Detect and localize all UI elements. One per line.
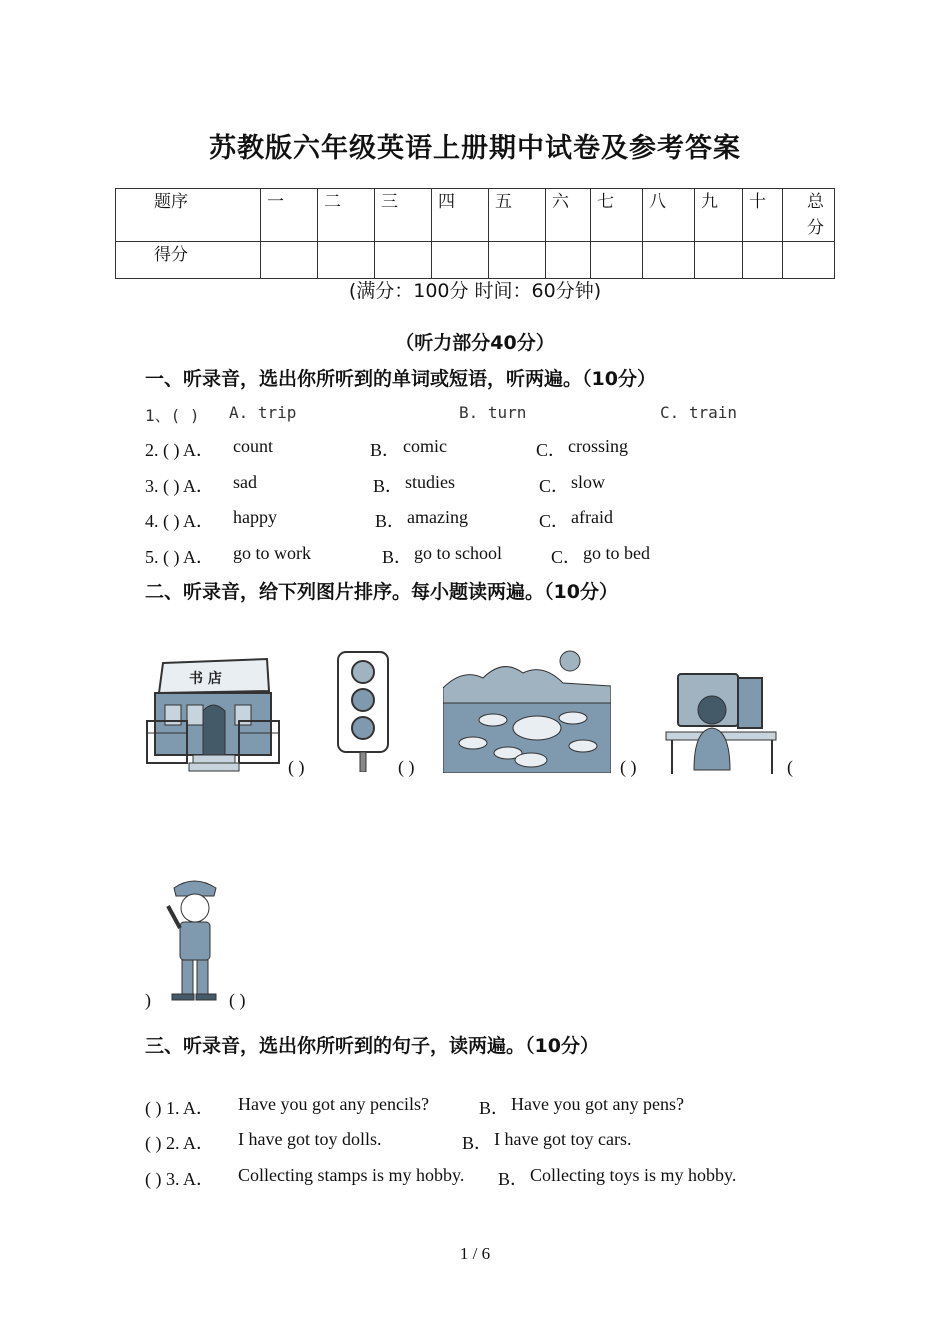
answer-blank[interactable]: ( ) xyxy=(229,990,246,1010)
option-b-prefix: B． xyxy=(370,440,401,460)
q1-option-c: C. train xyxy=(660,403,738,422)
score-input-cell[interactable] xyxy=(695,242,743,279)
score-table-cell: 三 xyxy=(375,189,432,242)
option-b-prefix: B． xyxy=(373,476,404,496)
option-b-prefix: B． xyxy=(498,1169,529,1189)
question-number: 2. ( ) A． xyxy=(145,440,214,460)
bookstore-sign-text: 书 店 xyxy=(189,671,222,687)
option-a: go to work xyxy=(233,543,311,563)
question-number: ( ) 2. A． xyxy=(145,1133,214,1153)
score-input-cell[interactable] xyxy=(546,242,591,279)
police-officer-picture xyxy=(162,874,226,1004)
score-input-cell[interactable] xyxy=(489,242,546,279)
option-a: count xyxy=(233,436,273,456)
score-table-cell: 七 xyxy=(591,189,643,242)
score-table-cell: 总分 xyxy=(783,189,835,242)
option-c: slow xyxy=(571,472,606,492)
score-table-cell: 六 xyxy=(546,189,591,242)
question-number: ( ) 3. A． xyxy=(145,1169,214,1189)
option-a: Collecting stamps is my hobby. xyxy=(238,1165,465,1185)
answer-blank-open[interactable]: ( xyxy=(787,757,793,777)
score-table-cell: 十 xyxy=(743,189,783,242)
score-table xyxy=(115,188,835,279)
option-b: amazing xyxy=(407,507,468,527)
page-number: 1 / 6 xyxy=(459,1244,491,1263)
option-b: studies xyxy=(405,472,456,492)
listening-part-label: （听力部分40分） xyxy=(395,332,555,354)
score-table-cell: 二 xyxy=(318,189,375,242)
option-c-prefix: C． xyxy=(539,476,570,496)
option-a: Have you got any pencils? xyxy=(238,1094,429,1114)
score-input-cell[interactable] xyxy=(375,242,432,279)
section3-heading: 三、听录音，选出你所听到的句子，读两遍。（10分） xyxy=(145,1035,599,1057)
score-input-cell[interactable] xyxy=(783,242,835,279)
option-a: happy xyxy=(233,507,277,527)
option-b-prefix: B． xyxy=(375,511,406,531)
bookstore-picture xyxy=(145,655,281,773)
option-c: afraid xyxy=(571,507,613,527)
option-c-prefix: C． xyxy=(539,511,570,531)
answer-blank[interactable]: ( ) xyxy=(288,757,305,777)
option-c-prefix: C． xyxy=(551,547,582,567)
q1-option-a: A. trip xyxy=(229,403,297,422)
option-b: I have got toy cars. xyxy=(494,1129,632,1149)
q1-option-b: B. turn xyxy=(459,403,527,422)
question-number: 4. ( ) A． xyxy=(145,511,214,531)
score-table-cell: 题序 xyxy=(116,189,261,242)
score-table-score-row xyxy=(116,242,835,279)
option-c: go to bed xyxy=(583,543,650,563)
score-input-cell[interactable] xyxy=(591,242,643,279)
answer-blank-close[interactable]: ) xyxy=(145,990,151,1010)
computer-picture xyxy=(664,670,780,774)
option-b-prefix: B． xyxy=(462,1133,493,1153)
question-number: 3. ( ) A． xyxy=(145,476,214,496)
option-a: sad xyxy=(233,472,257,492)
score-table-cell: 八 xyxy=(643,189,695,242)
option-b: comic xyxy=(403,436,447,456)
food-festival-picture xyxy=(443,648,611,773)
option-b: Collecting toys is my hobby. xyxy=(530,1165,737,1185)
score-table-cell: 得分 xyxy=(116,242,261,279)
page-title: 苏教版六年级英语上册期中试卷及参考答案 xyxy=(209,133,741,164)
option-b-prefix: B． xyxy=(479,1098,510,1118)
section1-heading: 一、听录音，选出你所听到的单词或短语，听两遍。（10分） xyxy=(145,368,656,390)
option-c-prefix: C． xyxy=(536,440,567,460)
option-c: crossing xyxy=(568,436,628,456)
answer-blank[interactable]: ( ) xyxy=(620,757,637,777)
section2-heading: 二、听录音，给下列图片排序。每小题读两遍。（10分） xyxy=(145,581,618,603)
question-number: ( ) 1. A． xyxy=(145,1098,214,1118)
traffic-light-picture xyxy=(334,650,392,772)
score-table-cell: 一 xyxy=(261,189,318,242)
option-b: Have you got any pens? xyxy=(511,1094,684,1114)
score-table-header-row xyxy=(116,189,835,242)
option-b-prefix: B． xyxy=(382,547,413,567)
option-b: go to school xyxy=(414,543,502,563)
question-number: 5. ( ) A． xyxy=(145,547,214,567)
score-input-cell[interactable] xyxy=(318,242,375,279)
exam-meta: (满分：100分 时间：60分钟) xyxy=(348,280,602,302)
answer-blank[interactable]: ( ) xyxy=(398,757,415,777)
score-input-cell[interactable] xyxy=(743,242,783,279)
score-input-cell[interactable] xyxy=(643,242,695,279)
option-a: I have got toy dolls. xyxy=(238,1129,382,1149)
score-input-cell[interactable] xyxy=(261,242,318,279)
q1-number: 1、( ) xyxy=(145,406,200,425)
score-table-cell: 五 xyxy=(489,189,546,242)
score-table-cell: 九 xyxy=(695,189,743,242)
score-input-cell[interactable] xyxy=(432,242,489,279)
score-table-cell: 四 xyxy=(432,189,489,242)
